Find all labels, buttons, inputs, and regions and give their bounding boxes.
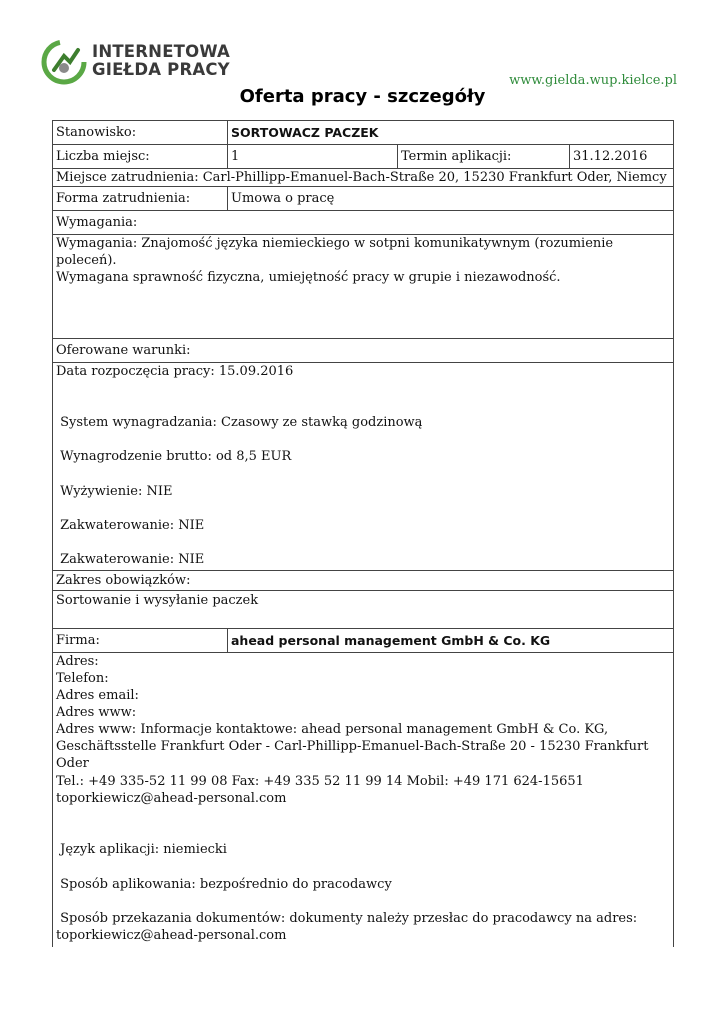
- zakres-value: Sortowanie i wysyłanie paczek: [56, 593, 259, 608]
- warunki-label: Oferowane warunki:: [56, 343, 191, 358]
- logo-line1: INTERNETOWA: [92, 42, 230, 61]
- contact-przekazanie-line1: Sposób przekazania dokumentów: dokumenty należy przesłac do pracodawcy na adres:: [56, 911, 638, 926]
- termin-label: Termin aplikacji:: [397, 145, 569, 168]
- warunki-system: System wynagradzania: Czasowy ze stawką godzinową: [56, 415, 423, 430]
- warunki-data: Data rozpoczęcia pracy: 15.09.2016: [56, 364, 294, 379]
- contact-telefon: Telefon:: [56, 671, 109, 686]
- contact-www: Adres www:: [56, 705, 137, 720]
- contact-tel-line: Tel.: +49 335-52 11 99 08 Fax: +49 335 52 11 99 14 Mobil: +49 171 624-15651: [56, 774, 584, 789]
- contact-sposob: Sposób aplikowania: bezpośrednio do pracodawcy: [56, 877, 392, 892]
- wymagania-line2: Wymagana sprawność fizyczna, umiejętność pracy w grupie i niezawodność.: [56, 270, 561, 285]
- firma-value: ahead personal management GmbH & Co. KG: [227, 629, 673, 652]
- forma-value: Umowa o pracę: [227, 187, 673, 210]
- row-zakres: [53, 591, 673, 629]
- row-firma: [53, 629, 673, 653]
- warunki-zakwaterowanie-2: Zakwaterowanie: NIE: [56, 552, 205, 567]
- row-wymagania-label: [53, 211, 673, 235]
- wymagania-line1: Wymagania: Znajomość języka niemieckiego w sotpni komunikatywnym (rozumienie poleceń).: [56, 236, 614, 268]
- stanowisko-value: SORTOWACZ PACZEK: [227, 121, 673, 144]
- contact-info-line2: Geschäftsstelle Frankfurt Oder - Carl-Phillipp-Emanuel-Bach-Straße 20 - 15230 Frankfurt Oder: [56, 739, 649, 771]
- page-title: Oferta pracy - szczegóły: [239, 86, 486, 107]
- liczba-value: 1: [227, 145, 397, 168]
- logo-line2: GIEŁDA PRACY: [92, 60, 230, 79]
- row-forma: [53, 187, 673, 211]
- wymagania-label: Wymagania:: [56, 215, 138, 230]
- logo-globe-icon: [40, 38, 88, 86]
- logo: [40, 38, 230, 88]
- liczba-label: Liczba miejsc:: [56, 149, 150, 164]
- zakres-label: Zakres obowiązków:: [56, 573, 191, 588]
- contact-mail-line[interactable]: toporkiewicz@ahead-personal.com: [56, 791, 287, 806]
- stanowisko-label: Stanowisko:: [56, 125, 137, 140]
- offer-table: [52, 120, 674, 947]
- contact-adres: Adres:: [56, 654, 99, 669]
- contact-przekazanie-line2[interactable]: toporkiewicz@ahead-personal.com: [56, 928, 287, 943]
- wymagania-text: [56, 235, 670, 286]
- logo-text: [92, 43, 230, 79]
- warunki-zakwaterowanie-1: Zakwaterowanie: NIE: [56, 518, 205, 533]
- forma-label: Forma zatrudnienia:: [56, 191, 191, 206]
- contact-info-line1: Adres www: Informacje kontaktowe: ahead personal management GmbH & Co. KG,: [56, 722, 609, 737]
- warunki-wyzywienie: Wyżywienie: NIE: [56, 484, 173, 499]
- termin-value: 31.12.2016: [569, 145, 673, 168]
- row-miejsce: [53, 169, 673, 187]
- row-liczba: [53, 145, 673, 169]
- site-url[interactable]: www.gielda.wup.kielce.pl: [509, 73, 677, 88]
- contact-block: [53, 653, 673, 947]
- firma-label: Firma:: [56, 633, 100, 648]
- row-stanowisko: [53, 121, 673, 145]
- row-warunki: [53, 363, 673, 571]
- miejsce-value: Miejsce zatrudnienia: Carl-Phillipp-Emanuel-Bach-Straße 20, 15230 Frankfurt Oder, Niemcy: [56, 170, 667, 185]
- row-warunki-label: [53, 339, 673, 363]
- row-zakres-label: [53, 571, 673, 591]
- contact-email: Adres email:: [56, 688, 139, 703]
- row-wymagania: [53, 235, 673, 339]
- warunki-wynagrodzenie: Wynagrodzenie brutto: od 8,5 EUR: [56, 449, 292, 464]
- contact-jezyk: Język aplikacji: niemiecki: [56, 842, 227, 857]
